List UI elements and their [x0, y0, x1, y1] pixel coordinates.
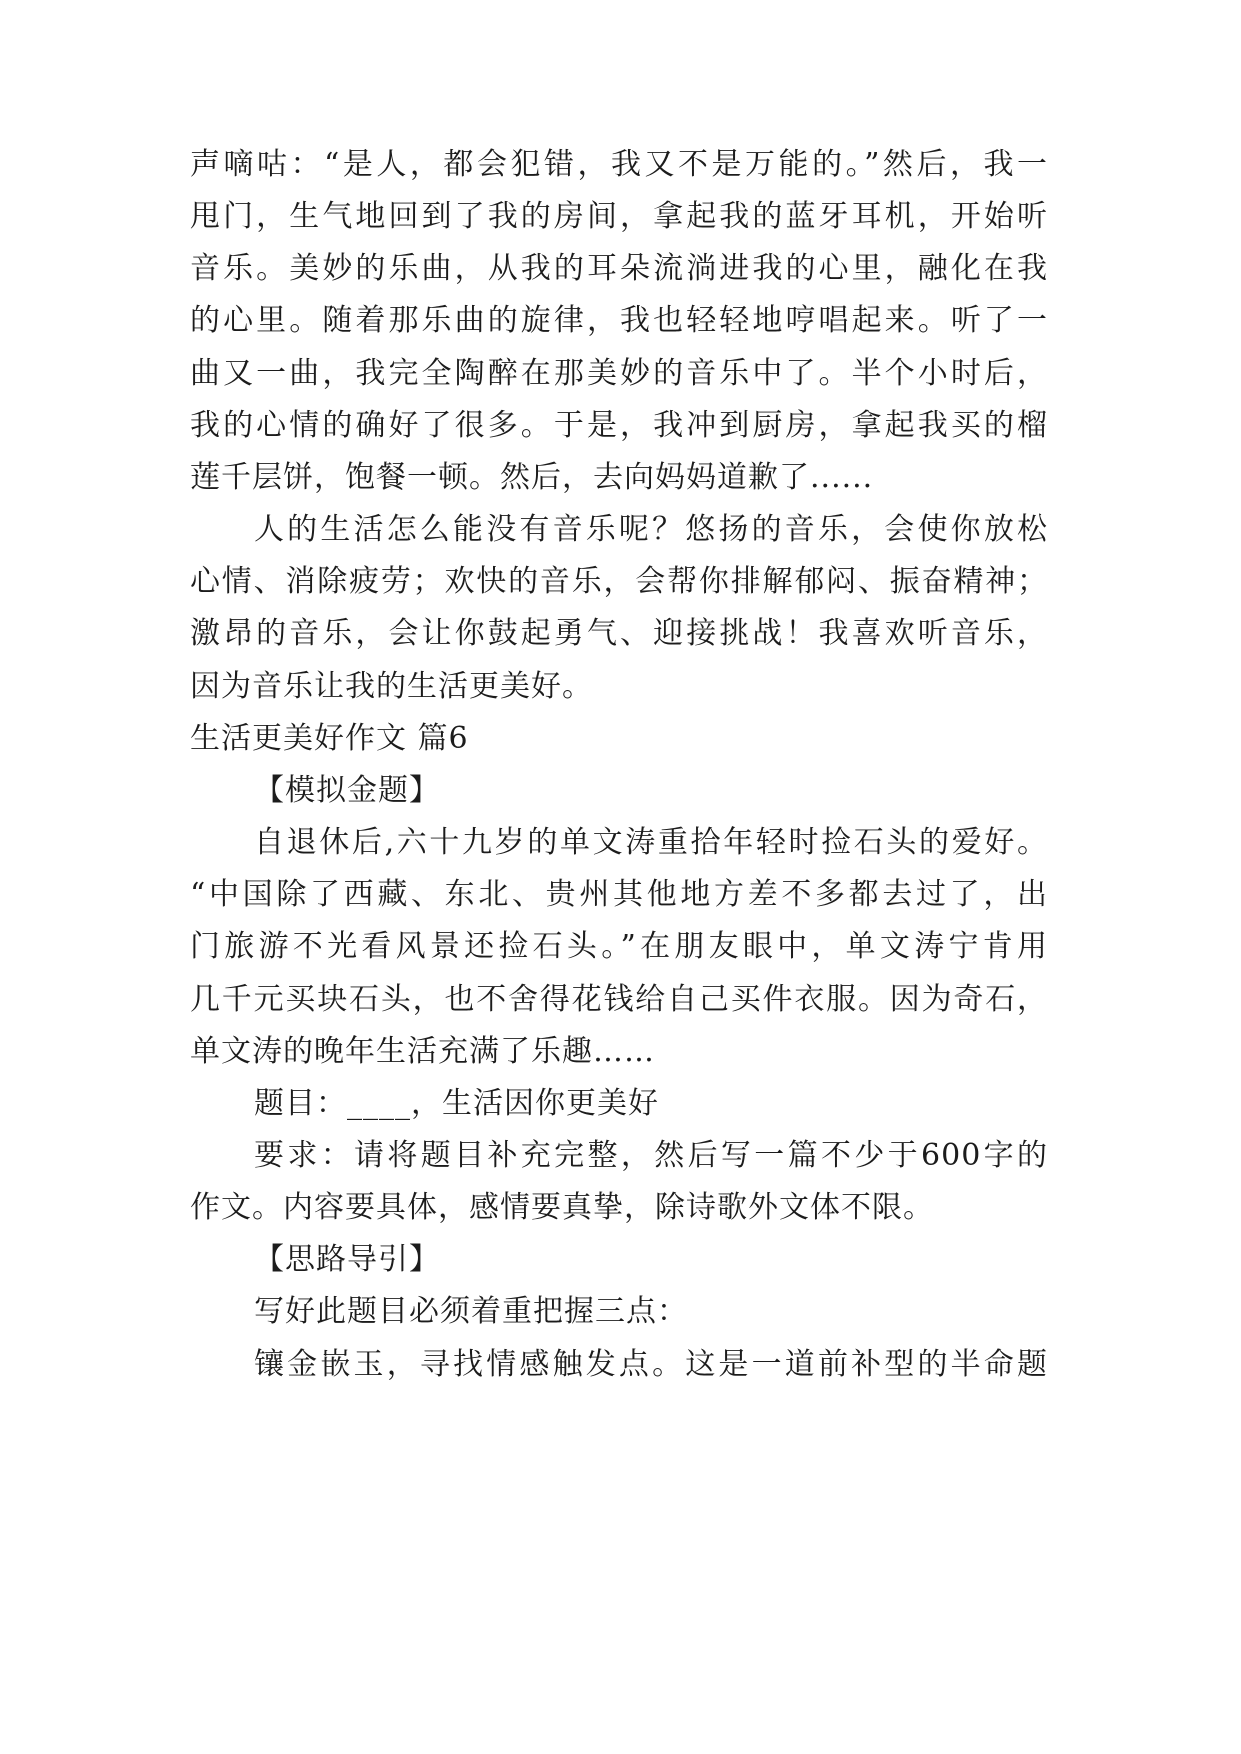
text-line: 心情、消除疲劳；欢快的音乐，会帮你排解郁闷、振奋精神；	[190, 564, 1048, 600]
paragraph	[190, 1286, 1048, 1338]
text-line: 甩门，生气地回到了我的房间，拿起我的蓝牙耳机，开始听	[190, 199, 1048, 235]
text-line: 音乐。美妙的乐曲，从我的耳朵流淌进我的心里，融化在我	[190, 251, 1048, 287]
text-line: 写好此题目必须着重把握三点：	[254, 1294, 688, 1330]
text-line: 莲千层饼，饱餐一顿。然后，去向妈妈道歉了......	[190, 459, 874, 495]
text-line: 激昂的音乐，会让你鼓起勇气、迎接挑战！我喜欢听音乐，	[190, 616, 1048, 652]
text-line: 人的生活怎么能没有音乐呢？悠扬的音乐，会使你放松	[254, 512, 1048, 548]
text-line: 门旅游不光看风景还捡石头。”在朋友眼中，单文涛宁肯用	[190, 929, 1048, 965]
paragraph	[190, 1339, 1048, 1391]
text-line: “中国除了西藏、东北、贵州其他地方差不多都去过了，出	[190, 877, 1048, 913]
document-body	[190, 139, 1048, 1391]
text-line: 自退休后,六十九岁的单文涛重拾年轻时捡石头的爱好。	[254, 825, 1048, 861]
text-line: 【模拟金题】	[254, 772, 440, 808]
paragraph	[190, 817, 1048, 1078]
paragraph	[190, 139, 1048, 504]
text-line: 声嘀咕：“是人，都会犯错，我又不是万能的。”然后，我一	[190, 147, 1048, 182]
text-line: 的心里。随着那乐曲的旋律，我也轻轻地哼唱起来。听了一	[190, 303, 1048, 339]
paragraph	[190, 1078, 1048, 1130]
section-label	[190, 765, 1048, 817]
text-line: 生活更美好作文 篇6	[190, 720, 469, 756]
text-line: 几千元买块石头，也不舍得花钱给自己买件衣服。因为奇石，	[190, 981, 1048, 1017]
text-line: 因为音乐让我的生活更美好。	[190, 668, 593, 704]
text-line: 单文涛的晚年生活充满了乐趣……	[190, 1033, 655, 1069]
text-line: 题目：____，生活因你更美好	[254, 1085, 659, 1121]
text-line: 作文。内容要具体，感情要真挚，除诗歌外文体不限。	[190, 1190, 934, 1226]
text-line: 【思路导引】	[254, 1242, 440, 1278]
text-line: 要求：请将题目补充完整，然后写一篇不少于600字的	[254, 1137, 1048, 1173]
section-heading	[190, 713, 1048, 765]
paragraph	[190, 1130, 1048, 1234]
text-line: 曲又一曲，我完全陶醉在那美妙的音乐中了。半个小时后，	[190, 355, 1048, 391]
text-line: 我的心情的确好了很多。于是，我冲到厨房，拿起我买的榴	[190, 407, 1048, 443]
text-line: 镶金嵌玉，寻找情感触发点。这是一道前补型的半命题	[254, 1346, 1048, 1382]
paragraph	[190, 504, 1048, 713]
section-label	[190, 1234, 1048, 1286]
